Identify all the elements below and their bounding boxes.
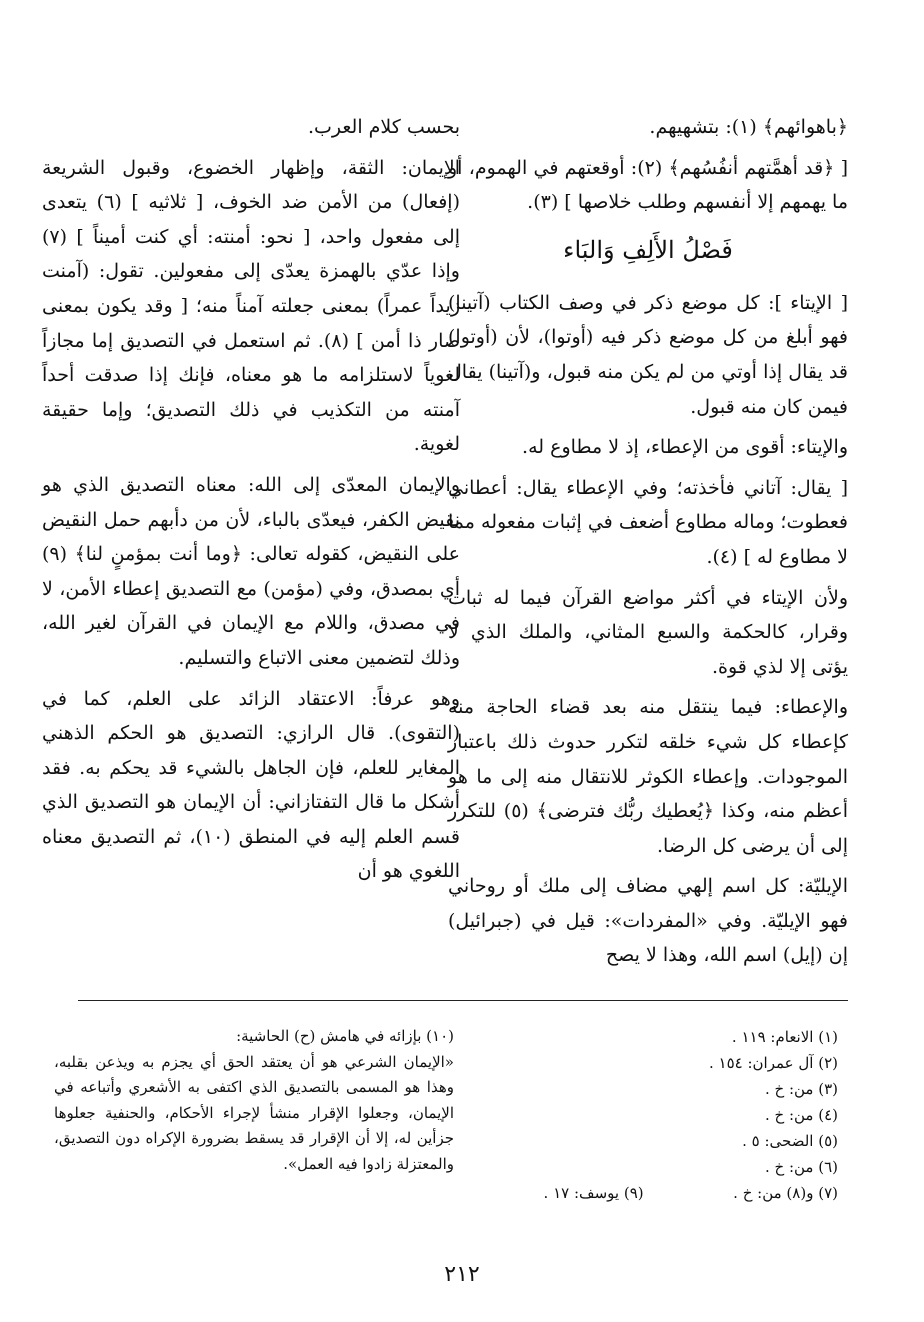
footnote: (٩) يوسف: ١٧ . bbox=[543, 1184, 644, 1202]
footnote: (١٠) بإزائه في هامش (ح) الحاشية: bbox=[236, 1027, 454, 1045]
page-number: ٢١٢ bbox=[444, 1262, 480, 1287]
footnote: (٣) من: خ . bbox=[764, 1080, 838, 1098]
footnote: (٦) من: خ . bbox=[764, 1158, 838, 1176]
paragraph: ﴿باهوائهم﴾ (١): بتشهيهم. bbox=[649, 116, 848, 138]
footnote: (٤) من: خ . bbox=[764, 1106, 838, 1124]
footnote-divider bbox=[78, 1000, 848, 1001]
left-column bbox=[42, 110, 460, 895]
paragraph: [ يقال: آتاني فأخذته؛ وفي الإعطاء يقال: أعطاني فعطوت؛ وماله مطاوع أضعف في إثبات مفعوله مما لا مطاوع له ] (٤). bbox=[448, 476, 848, 568]
footnote: (٥) الضحى: ٥ . bbox=[742, 1132, 838, 1150]
paragraph: ولأن الإيتاء في أكثر مواضع القرآن فيما له ثبات وقرار، كالحكمة والسبع المثاني، والملك الذي لا يؤتى إلا لذي قوة. bbox=[448, 586, 848, 678]
paragraph: والإيمان المعدّى إلى الله: معناه التصديق الذي هو نقيض الكفر، فيعدّى بالباء، لأن من دأبهم حمل النقيض على النقيض، كقوله تعالى: ﴿وما أنت بمؤمنٍ لنا﴾ (٩) أي بمصدق، وفي (مؤمن) مع التصديق إعطاء الأمن، لا في مصدق، واللام مع الإيمان في القرآن لغير الله، وذلك لتضمين معنى الاتباع والتسليم. bbox=[42, 473, 460, 669]
paragraph: والإعطاء: فيما ينتقل منه بعد قضاء الحاجة منه كإعطاء كل شيء خلقه لتكرر حدوث ذلك باعتبار الموجودات. وإعطاء الكوثر للانتقال منه إلى ما هو أعظم منه، وكذا ﴿يُعطيك ربُّك فترضى﴾ (٥) للتكرر إلى أن يرضى كل الرضا. bbox=[448, 696, 848, 857]
section-heading: فَصْلُ الأَلِفِ وَالبَاء bbox=[563, 235, 733, 264]
footnotes-left bbox=[54, 1024, 454, 1177]
footnotes-right bbox=[538, 1024, 838, 1206]
footnote: (١) الانعام: ١١٩ . bbox=[731, 1028, 838, 1046]
paragraph: الإيليّة: كل اسم إلهي مضاف إلى ملك أو روحاني فهو الإيليّة. وفي «المفردات»: قيل في (جبرائيل) إن (إيل) اسم الله، وهذا لا يصح bbox=[448, 875, 848, 967]
paragraph: بحسب كلام العرب. bbox=[307, 116, 460, 138]
footnote-row bbox=[538, 1180, 838, 1206]
footnote: (٧) و(٨) من: خ . bbox=[733, 1184, 838, 1202]
paragraph: [ الإيتاء ]: كل موضع ذكر في وصف الكتاب (آتينا) فهو أبلغ من كل موضع ذكر فيه (أوتوا)، لأن (أوتوا) قد يقال إذا أوتي من لم يكن منه قبول، و(آتينا) يقال فيمن كان منه قبول. bbox=[448, 291, 848, 418]
footnote-quote: «الإيمان الشرعي هو أن يعتقد الحق أي يجزم به ويذعن بقلبه، وهذا هو المسمى بالتصديق الذي اكتفى به الأشعري وأتباعه في الإيمان، وجعلوا الإقرار منشأ لإجراء الأحكام، والحنفية جعلوها جزأين له، إلا أن الإقرار قد يسقط بضرورة الإكراه دون التصديق، والمعتزلة زادوا فيه العمل». bbox=[54, 1052, 454, 1173]
paragraph: [ ﴿قد أهمَّتهم أنفُسُهم﴾ (٢): أوقعتهم في الهموم، أو ما يهمهم إلا أنفسهم وطلب خلاصها ] (٣). bbox=[448, 156, 848, 214]
paragraph: والإيتاء: أقوى من الإعطاء، إذ لا مطاوع له. bbox=[522, 436, 848, 459]
footnote: (٢) آل عمران: ١٥٤ . bbox=[709, 1054, 838, 1072]
right-column bbox=[448, 110, 848, 979]
paragraph: الإيمان: الثقة، وإظهار الخضوع، وقبول الشريعة (إفعال) من الأمن ضد الخوف، [ ثلاثيه ] (٦) يتعدى إلى مفعول واحد، [ نحو: أمنته: أي كنت أميناً ] (٧) وإذا عدّي بالهمزة يعدّى إلى مفعولين. تقول: (آمنت زيداً عمراً) بمعنى جعلته آمناً منه؛ [ وقد يكون بمعنى صار ذا أمن ] (٨). ثم استعمل في التصديق إما مجازاً لغوياً لاستلزامه ما هو معناه، فإنك إذا صدقت أحداً آمنته من التكذيب في ذلك التصديق؛ وإما حقيقة لغوية. bbox=[42, 156, 460, 456]
paragraph: وهو عرفاً: الاعتقاد الزائد على العلم، كما في (التقوى). قال الرازي: التصديق هو الحكم الذهني المغاير للعلم، فإن الجاهل بالشيء قد يحكم به. فقد أشكل ما قال التفتازاني: أن الإيمان هو التصديق الذي قسم العلم إليه في المنطق (١٠)، ثم التصديق معناه اللغوي هو أن bbox=[42, 687, 460, 883]
